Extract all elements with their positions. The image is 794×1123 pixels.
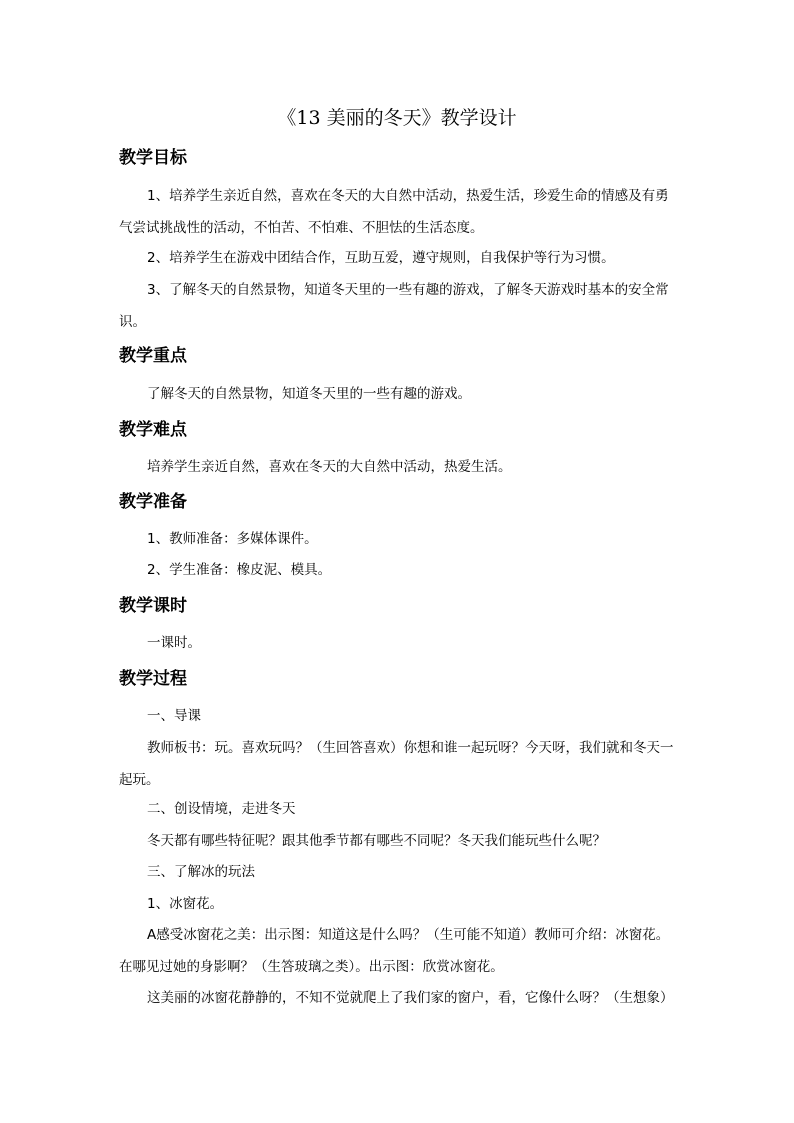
preparation-item-1: 1、教师准备：多媒体课件。 [147,531,318,547]
heading-key-points: 教学重点 [119,346,187,366]
process-line-8: 这美丽的冰窗花静静的，不知不觉就爬上了我们家的窗户，看，它像什么呀？（生想象） [147,990,674,1006]
goal-item-3: 3、了解冬天的自然景物，知道冬天里的一些有趣的游戏，了解冬天游戏时基本的安全常识。 [119,282,669,330]
process-line-4: 冬天都有哪些特征呢？跟其他季节都有哪些不同呢？冬天我们能玩些什么呢？ [147,833,606,849]
preparation-item-2: 2、学生准备：橡皮泥、模具。 [147,562,332,578]
document-title: 《13 美丽的冬天》教学设计 [277,107,517,129]
process-line-7: A感受冰窗花之美：出示图：知道这是什么吗？（生可能不知道）教师可介绍：冰窗花。在哪见过她的身影啊？（生答玻璃之类）。出示图：欣赏冰窗花。 [119,927,670,975]
process-line-5: 三、了解冰的玩法 [147,864,255,880]
heading-difficulties: 教学难点 [119,420,187,440]
process-line-6: 1、冰窗花。 [147,896,224,912]
process-line-3: 二、创设情境，走进冬天 [147,801,296,817]
goal-item-1: 1、培养学生亲近自然，喜欢在冬天的大自然中活动，热爱生活，珍爱生命的情感及有勇气尝试挑战性的活动，不怕苦、不怕难、不胆怯的生活态度。 [119,188,669,236]
process-line-2: 教师板书：玩。喜欢玩吗？（生回答喜欢）你想和谁一起玩呀？今天呀，我们就和冬天一起玩。 [119,740,674,788]
process-line-1: 一、导课 [147,708,201,724]
difficulties-text: 培养学生亲近自然，喜欢在冬天的大自然中活动，热爱生活。 [147,459,512,475]
heading-goals: 教学目标 [119,148,187,168]
key-points-text: 了解冬天的自然景物，知道冬天里的一些有趣的游戏。 [147,386,471,402]
heading-hours: 教学课时 [119,596,187,616]
heading-preparation: 教学准备 [119,492,187,512]
heading-process: 教学过程 [119,669,187,689]
goal-item-2: 2、培养学生在游戏中团结合作，互助互爱，遵守规则，自我保护等行为习惯。 [147,250,615,266]
hours-text: 一课时。 [147,635,201,651]
